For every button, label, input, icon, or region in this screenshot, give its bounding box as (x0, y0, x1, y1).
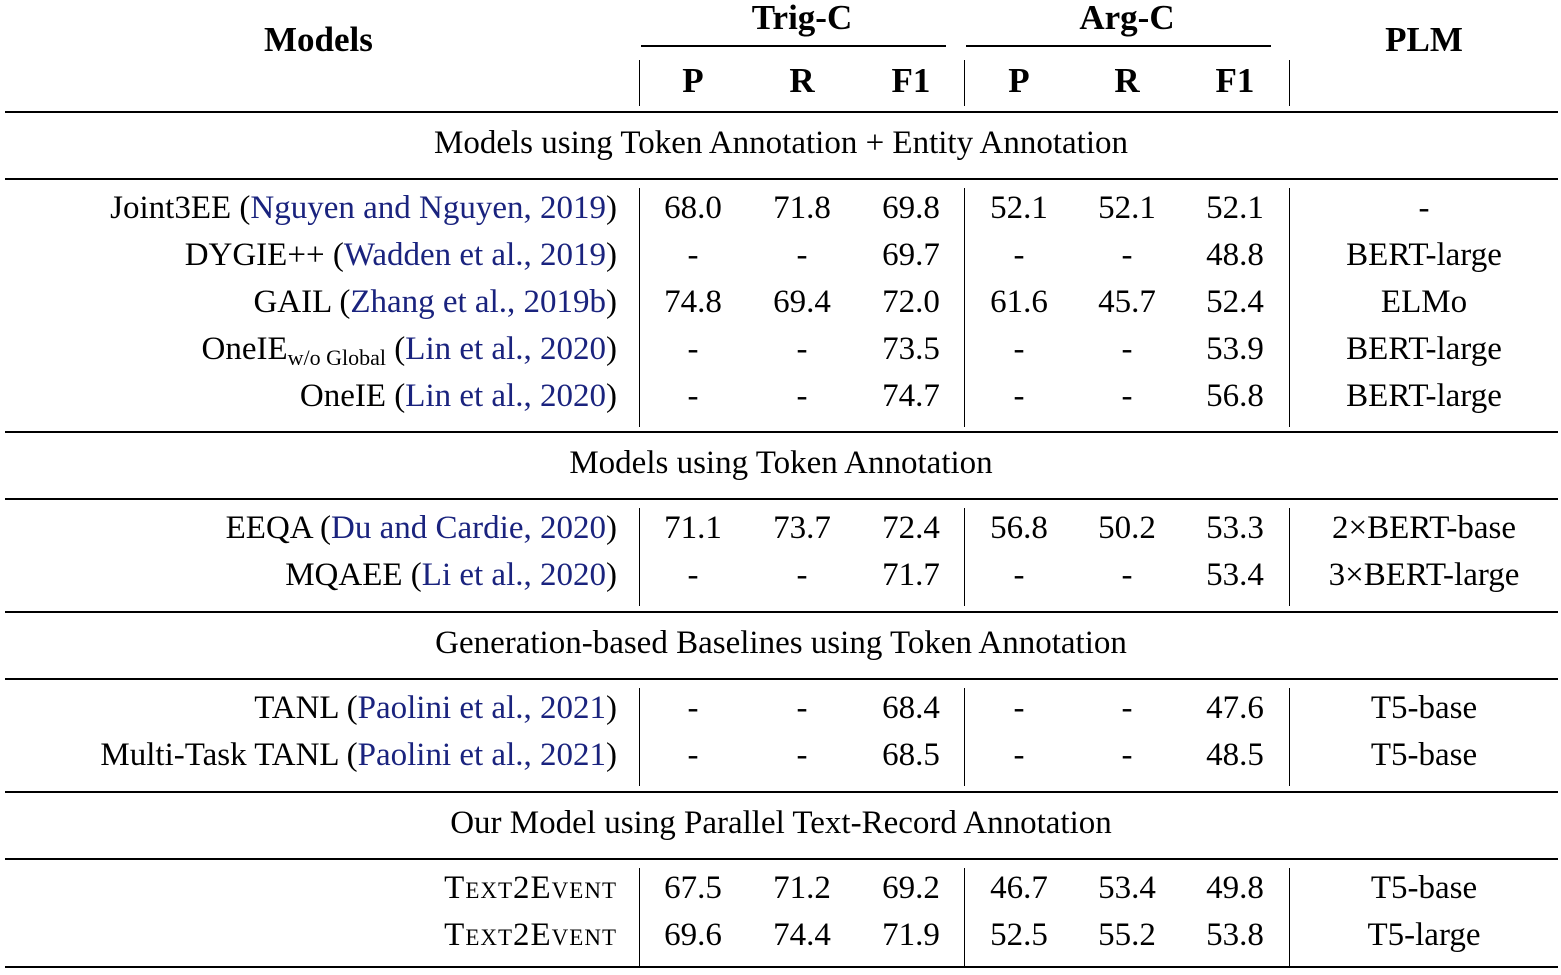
value-cell: - (1121, 237, 1133, 273)
value-cell: - (796, 331, 808, 367)
value-cell: 73.7 (773, 510, 831, 546)
plm-cell: 3×BERT-large (1328, 557, 1520, 593)
plm-cell: BERT-large (1346, 378, 1502, 414)
model-name: Multi-Task TANL (Paolini et al., 2021) (100, 737, 617, 773)
value-cell: 69.2 (882, 870, 940, 906)
model-name: EEQA (Du and Cardie, 2020) (225, 510, 617, 546)
header-arg-c: Arg-C (1079, 0, 1175, 37)
value-cell: 52.4 (1206, 284, 1264, 320)
value-cell: 74.4 (773, 917, 831, 953)
plm-cell: 2×BERT-base (1331, 510, 1517, 546)
row-divider-mid (964, 868, 965, 966)
section-rule (5, 498, 1558, 500)
model-label: MQAEE (285, 557, 403, 593)
arg-c-underline (966, 45, 1271, 47)
plm-cell: BERT-large (1346, 237, 1502, 273)
value-cell: 53.4 (1206, 557, 1264, 593)
value-cell: 71.9 (882, 917, 940, 953)
header-divider-mid (964, 60, 965, 106)
model-name: MQAEE (Li et al., 2020) (285, 557, 617, 593)
model-label: Text2Event (444, 870, 617, 906)
value-cell: - (796, 237, 808, 273)
row-divider-right (1289, 868, 1290, 966)
row-divider-left (639, 868, 640, 966)
value-cell: 71.1 (664, 510, 722, 546)
value-cell: - (796, 378, 808, 414)
citation-link[interactable]: Zhang et al., 2019b (350, 284, 606, 320)
value-cell: 48.5 (1206, 737, 1264, 773)
section-title: Generation-based Baselines using Token Annotation (435, 625, 1127, 661)
plm-cell: T5-base (1370, 870, 1478, 906)
model-subscript: w/o Global (287, 345, 387, 370)
header-col-f1-arg: F1 (1215, 61, 1255, 100)
model-label: OneIE (201, 331, 288, 367)
value-cell: - (1013, 690, 1025, 726)
section-title: Models using Token Annotation (569, 445, 993, 481)
value-cell: 72.4 (882, 510, 940, 546)
row-divider-right (1289, 688, 1290, 786)
value-cell: 56.8 (990, 510, 1048, 546)
citation-link[interactable]: Lin et al., 2020 (405, 378, 606, 414)
value-cell: 69.6 (664, 917, 722, 953)
model-name: GAIL (Zhang et al., 2019b) (253, 284, 617, 320)
value-cell: - (1013, 378, 1025, 414)
header-rule (5, 111, 1558, 113)
value-cell: - (1013, 237, 1025, 273)
header-col-r-trig: R (789, 61, 815, 100)
row-divider-mid (964, 688, 965, 786)
citation-link[interactable]: Paolini et al., 2021 (357, 737, 606, 773)
value-cell: 47.6 (1206, 690, 1264, 726)
plm-cell: T5-large (1367, 917, 1481, 953)
value-cell: - (796, 557, 808, 593)
value-cell: - (687, 331, 699, 367)
model-name: Joint3EE (Nguyen and Nguyen, 2019) (110, 190, 617, 226)
model-name: OneIE$_{w/o Global}$ (Lin et al., 2020) (201, 331, 617, 370)
value-cell: 74.8 (664, 284, 722, 320)
row-divider-right (1289, 188, 1290, 427)
section-rule (5, 178, 1558, 180)
model-name (444, 919, 617, 952)
section-title: Our Model using Parallel Text-Record Annotation (450, 805, 1112, 841)
value-cell: 48.8 (1206, 237, 1264, 273)
section-rule (5, 678, 1558, 680)
model-label: TANL (254, 690, 339, 726)
value-cell: - (796, 737, 808, 773)
model-name (444, 872, 617, 905)
value-cell: 52.1 (1206, 190, 1264, 226)
value-cell: - (1121, 737, 1133, 773)
header-col-p-arg: P (1008, 61, 1030, 100)
value-cell: 71.7 (882, 557, 940, 593)
value-cell: - (687, 557, 699, 593)
value-cell: 68.4 (882, 690, 940, 726)
value-cell: 69.8 (882, 190, 940, 226)
value-cell: 71.8 (773, 190, 831, 226)
value-cell: 56.8 (1206, 378, 1264, 414)
value-cell: 49.8 (1206, 870, 1264, 906)
model-label: GAIL (253, 284, 332, 320)
value-cell: - (687, 378, 699, 414)
header-col-f1-trig: F1 (891, 61, 931, 100)
value-cell: 71.2 (773, 870, 831, 906)
section-title: Models using Token Annotation + Entity Annotation (433, 125, 1129, 161)
citation-link[interactable]: Du and Cardie, 2020 (331, 510, 606, 546)
header-col-p-trig: P (682, 61, 704, 100)
value-cell: 45.7 (1098, 284, 1156, 320)
citation-link[interactable]: Lin et al., 2020 (405, 331, 606, 367)
model-label: Text2Event (444, 917, 617, 953)
plm-cell: T5-base (1370, 737, 1478, 773)
citation-link[interactable]: Li et al., 2020 (421, 557, 606, 593)
citation-link[interactable]: Wadden et al., 2019 (343, 237, 606, 273)
value-cell: 69.4 (773, 284, 831, 320)
value-cell: 73.5 (882, 331, 940, 367)
section-bottom-rule (5, 791, 1558, 793)
row-divider-left (639, 188, 640, 427)
value-cell: 52.1 (1098, 190, 1156, 226)
value-cell: 61.6 (990, 284, 1048, 320)
plm-cell: ELMo (1380, 284, 1468, 320)
header-col-r-arg: R (1114, 61, 1140, 100)
plm-cell: T5-base (1370, 690, 1478, 726)
header-divider-left (639, 60, 640, 106)
value-cell: - (687, 737, 699, 773)
header-plm: PLM (1385, 20, 1463, 59)
row-divider-right (1289, 508, 1290, 606)
section-bottom-rule (5, 611, 1558, 613)
value-cell: 68.5 (882, 737, 940, 773)
value-cell: - (687, 237, 699, 273)
model-name: OneIE (Lin et al., 2020) (299, 378, 617, 414)
value-cell: - (1013, 331, 1025, 367)
model-label: DYGIE++ (184, 237, 325, 273)
value-cell: 46.7 (990, 870, 1048, 906)
plm-cell: BERT-large (1346, 331, 1502, 367)
citation-link[interactable]: Nguyen and Nguyen, 2019 (250, 190, 606, 226)
model-name: TANL (Paolini et al., 2021) (254, 690, 617, 726)
value-cell: 55.2 (1098, 917, 1156, 953)
value-cell: 67.5 (664, 870, 722, 906)
value-cell: - (687, 690, 699, 726)
value-cell: 50.2 (1098, 510, 1156, 546)
value-cell: - (1121, 690, 1133, 726)
model-label: Multi-Task TANL (100, 737, 339, 773)
value-cell: 52.5 (990, 917, 1048, 953)
header-trig-c: Trig-C (751, 0, 853, 37)
value-cell: - (796, 690, 808, 726)
value-cell: 74.7 (882, 378, 940, 414)
value-cell: 69.7 (882, 237, 940, 273)
value-cell: - (1013, 737, 1025, 773)
value-cell: 52.1 (990, 190, 1048, 226)
header-divider-right (1289, 60, 1290, 106)
value-cell: - (1013, 557, 1025, 593)
row-divider-left (639, 508, 640, 606)
value-cell: - (1121, 557, 1133, 593)
model-label: Joint3EE (110, 190, 232, 226)
value-cell: 53.8 (1206, 917, 1264, 953)
citation-link[interactable]: Paolini et al., 2021 (357, 690, 606, 726)
plm-cell: - (1418, 190, 1430, 226)
header-models: Models (264, 20, 373, 59)
section-rule (5, 858, 1558, 860)
trig-c-underline (641, 45, 946, 47)
section-bottom-rule (5, 431, 1558, 433)
model-label: OneIE (299, 378, 387, 414)
row-divider-mid (964, 188, 965, 427)
model-label: EEQA (225, 510, 312, 546)
row-divider-mid (964, 508, 965, 606)
bottom-rule (5, 966, 1558, 968)
value-cell: 53.9 (1206, 331, 1264, 367)
value-cell: - (1121, 378, 1133, 414)
value-cell: 53.4 (1098, 870, 1156, 906)
value-cell: - (1121, 331, 1133, 367)
value-cell: 72.0 (882, 284, 940, 320)
model-name: DYGIE++ (Wadden et al., 2019) (184, 237, 617, 273)
row-divider-left (639, 688, 640, 786)
value-cell: 68.0 (664, 190, 722, 226)
value-cell: 53.3 (1206, 510, 1264, 546)
